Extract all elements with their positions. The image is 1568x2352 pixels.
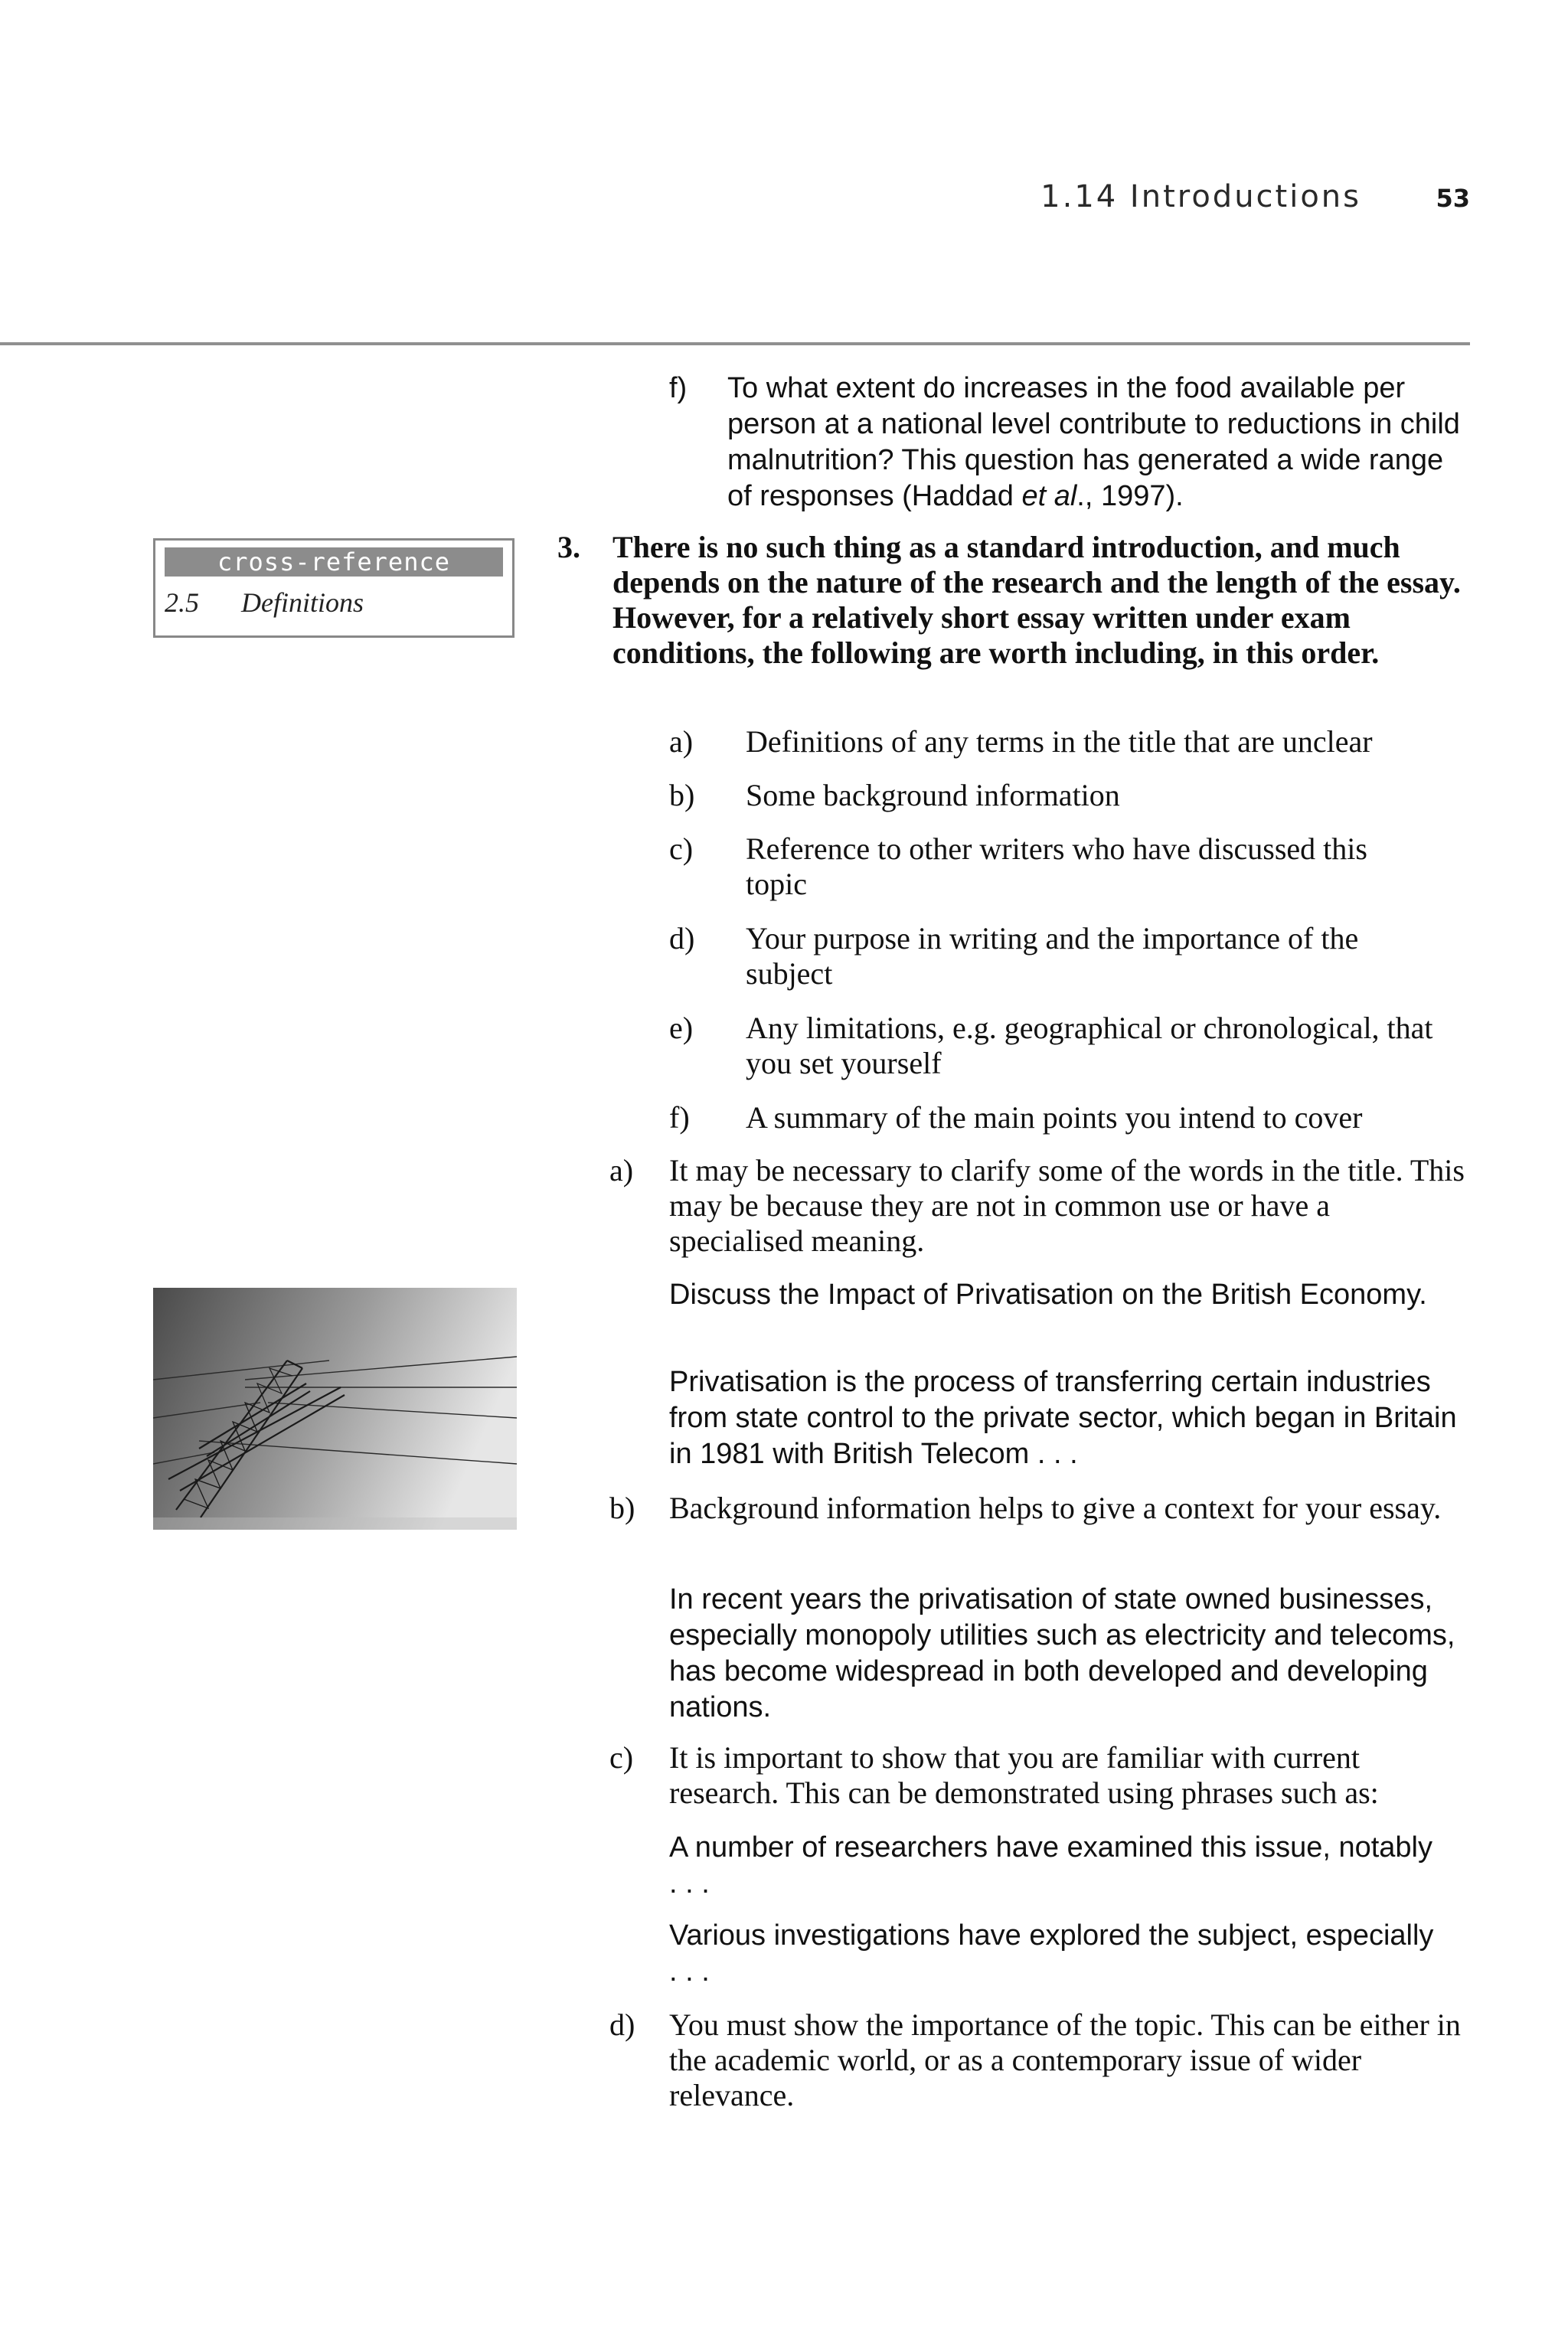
example-title: Discuss the Impact of Privatisation on the British Economy. [669, 1279, 1427, 1311]
point-3-number: 3. [557, 530, 580, 564]
explanation-b-label: b) [609, 1491, 635, 1525]
explanation-c-text: It is important to show that you are familiar with current research. This can be demonstrated using phrases such as: [669, 1740, 1379, 1810]
question-f-italic: et al [1021, 480, 1077, 512]
question-f-text: To what extent do increases in the food available per person at a national level contribute to reductions in child malnutrition? This question has generated a wide range of responses (Haddad et al., 1997). [727, 372, 1460, 512]
checklist-text: Reference to other writers who have discussed this topic [746, 831, 1367, 901]
checklist-text: A summary of the main points you intend to cover [746, 1100, 1363, 1135]
cross-reference-label: Definitions [241, 587, 364, 618]
checklist-item [669, 724, 1465, 760]
explanation-c-label: c) [609, 1740, 634, 1775]
cross-reference-box [153, 538, 514, 638]
example-definition: Privatisation is the process of transferring certain industries from state control to the private sector, which began in Britain in 1981 with British Telecom . . . [669, 1366, 1457, 1470]
page-number: 53 [1436, 184, 1470, 213]
checklist-text: Definitions of any terms in the title that are unclear [746, 724, 1373, 759]
checklist-text: Any limitations, e.g. geographical or chronological, that you set yourself [746, 1011, 1433, 1080]
example-phrase: A number of researchers have examined this issue, notably . . . [669, 1831, 1432, 1900]
pylon-photo [153, 1288, 517, 1530]
checklist-label: b) [669, 778, 695, 812]
checklist-item [669, 831, 1465, 902]
explanation-b-text: Background information helps to give a context for your essay. [669, 1491, 1442, 1525]
explanation-b [609, 1491, 1475, 1526]
explanation-a [609, 1153, 1475, 1259]
checklist-item [669, 778, 1465, 813]
cross-reference-banner: cross-reference [165, 547, 503, 577]
checklist-label: a) [669, 724, 694, 759]
checklist-text: Your purpose in writing and the importance of the subject [746, 921, 1359, 991]
explanation-d [609, 2007, 1482, 2113]
checklist-label: c) [669, 831, 694, 866]
point-3-text: There is no such thing as a standard introduction, and much depends on the nature of the research and the length of the essay. However, for a relatively short essay written under exam conditions, the following are worth including, in this order. [612, 530, 1461, 670]
checklist-item [669, 1100, 1465, 1135]
checklist-label: f) [669, 1100, 690, 1135]
example-phrase: Various investigations have explored the subject, especially . . . [669, 1919, 1434, 1988]
checklist-label: e) [669, 1011, 694, 1045]
explanation-a-text: It may be necessary to clarify some of the words in the title. This may be because they are not in common use or have a specialised meaning. [669, 1153, 1465, 1258]
question-f-label: f) [669, 372, 688, 404]
explanation-c [609, 1740, 1475, 1811]
checklist-item [669, 921, 1465, 991]
checklist-item [669, 1011, 1465, 1081]
checklist-text: Some background information [746, 778, 1120, 812]
explanation-a-label: a) [609, 1153, 634, 1187]
point-3 [557, 530, 1465, 671]
question-f [669, 371, 1465, 514]
cross-reference-number: 2.5 [165, 587, 199, 618]
header-rule [0, 342, 1470, 345]
explanation-d-label: d) [609, 2007, 635, 2042]
explanation-d-text: You must show the importance of the topic. This can be either in the academic world, or as a contemporary issue of wider relevance. [669, 2007, 1461, 2112]
checklist-label: d) [669, 921, 695, 956]
example-background: In recent years the privatisation of state owned businesses, especially monopoly utilities such as electricity and telecoms, has become widespread in both developed and developing nations. [669, 1583, 1455, 1723]
running-header-title: 1.14 Introductions [1040, 179, 1361, 214]
